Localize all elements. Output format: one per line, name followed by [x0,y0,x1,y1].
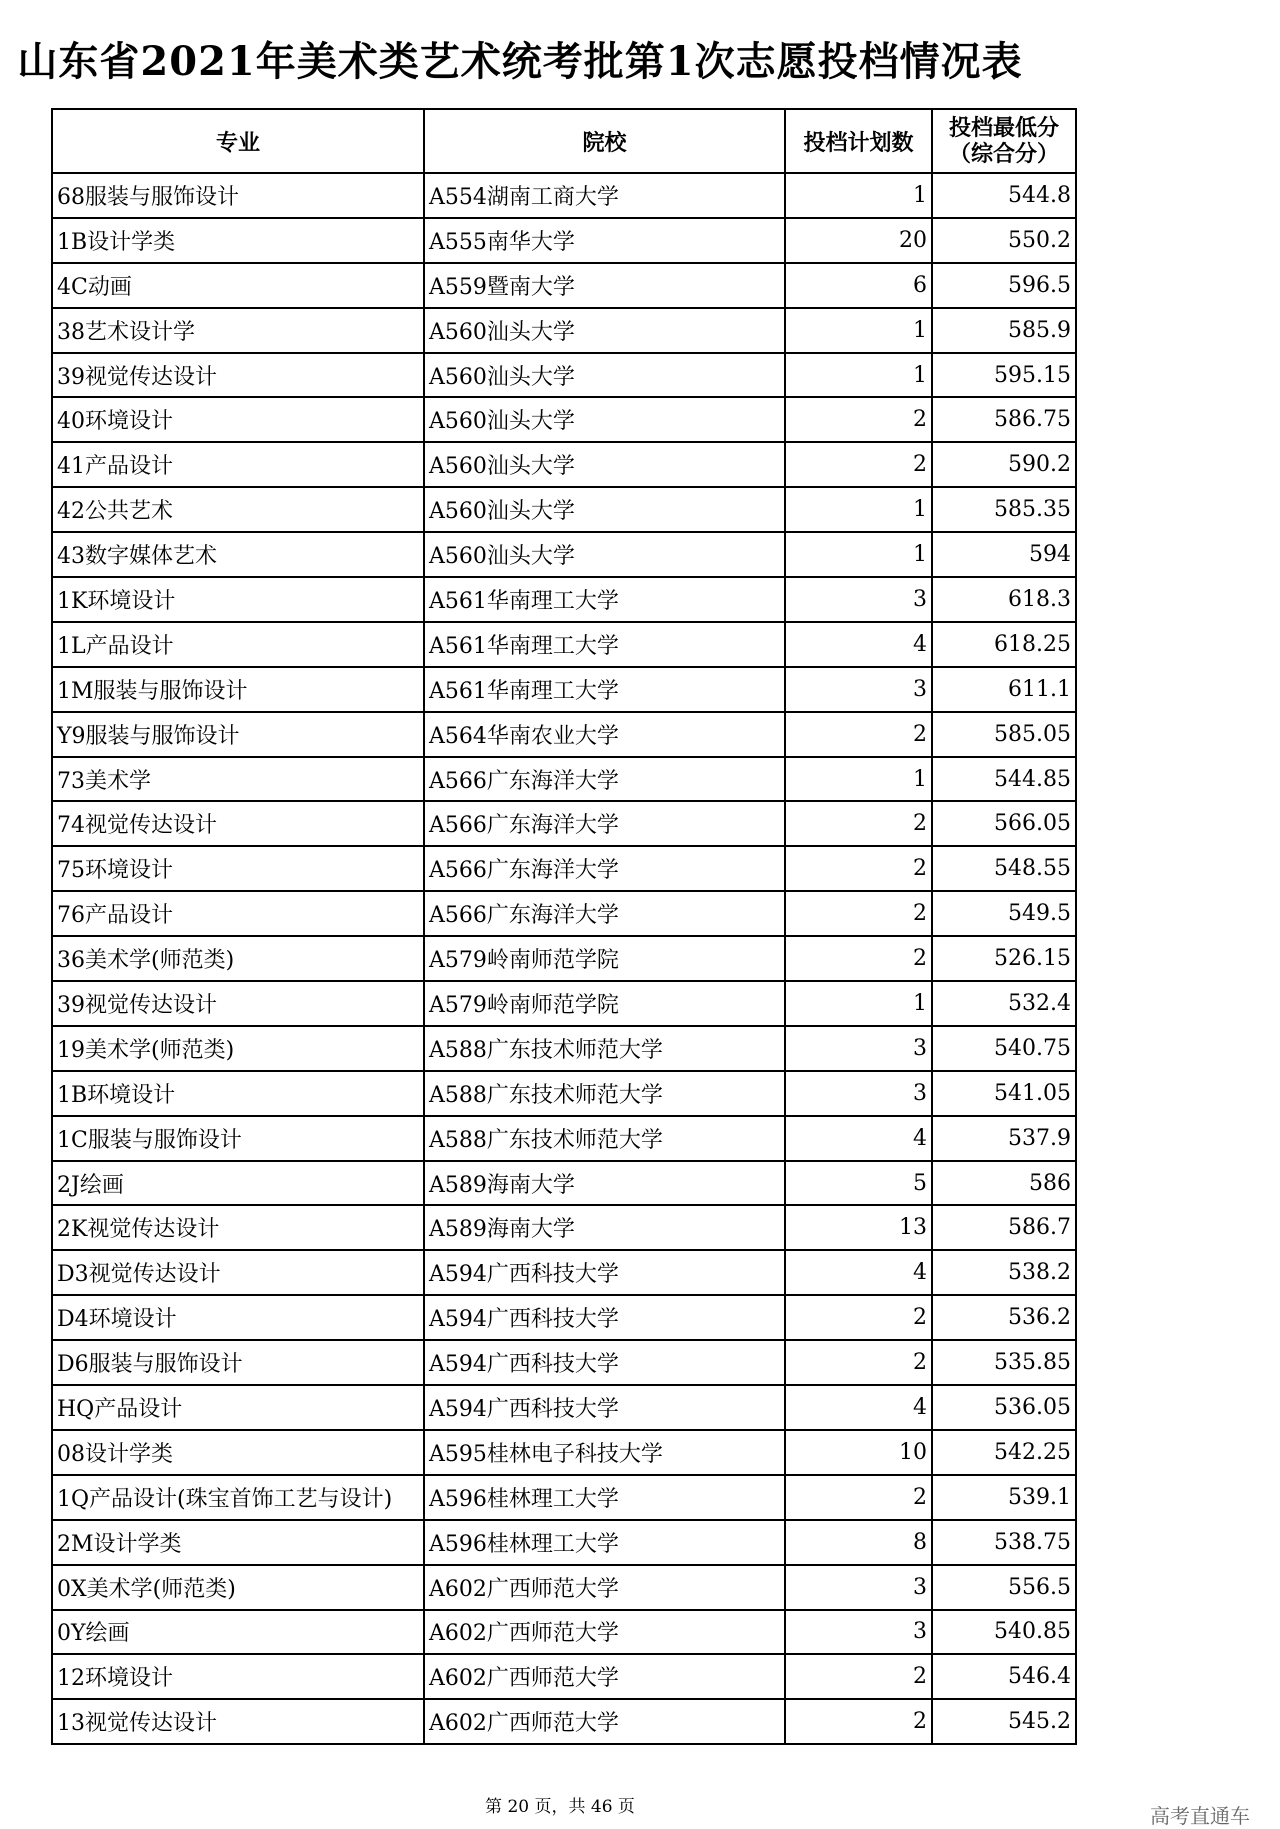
page-title: 山东省2021年美术类艺术统考批第1次志愿投档情况表 [17,38,1023,85]
cell-plan: 2 [785,891,932,936]
cell-major: 1Q产品设计(珠宝首饰工艺与设计) [52,1475,424,1520]
cell-plan: 3 [785,1026,932,1071]
cell-plan: 4 [785,1116,932,1161]
cell-school: A566广东海洋大学 [424,801,785,846]
table-row [52,1161,1076,1206]
cell-major: 1C服装与服饰设计 [52,1116,424,1161]
cell-major: 13视觉传达设计 [52,1699,424,1744]
cell-plan: 1 [785,981,932,1026]
cell-score: 596.5 [932,263,1076,308]
cell-plan: 2 [785,712,932,757]
cell-score: 585.05 [932,712,1076,757]
page-number-footer: 第 20 页，共 46 页 [485,1797,635,1817]
table-row [52,1026,1076,1071]
cell-school: A594广西科技大学 [424,1385,785,1430]
cell-score: 556.5 [932,1565,1076,1610]
cell-score: 544.8 [932,173,1076,218]
cell-major: 75环境设计 [52,846,424,891]
cell-score: 536.2 [932,1295,1076,1340]
cell-plan: 1 [785,532,932,577]
cell-major: 1B环境设计 [52,1071,424,1116]
table-row [52,891,1076,936]
cell-plan: 3 [785,1610,932,1655]
cell-major: 39视觉传达设计 [52,981,424,1026]
cell-major: 2K视觉传达设计 [52,1205,424,1250]
table-row [52,1250,1076,1295]
cell-major: 2J绘画 [52,1161,424,1206]
table-row [52,846,1076,891]
cell-school: A561华南理工大学 [424,667,785,712]
cell-school: A566广东海洋大学 [424,846,785,891]
cell-plan: 4 [785,622,932,667]
cell-school: A566广东海洋大学 [424,891,785,936]
cell-plan: 1 [785,308,932,353]
header-min-score [932,109,1076,173]
cell-school: A560汕头大学 [424,532,785,577]
table-row [52,263,1076,308]
table-row [52,622,1076,667]
cell-major: Y9服装与服饰设计 [52,712,424,757]
cell-score: 586.75 [932,397,1076,442]
table-row [52,936,1076,981]
table-row [52,667,1076,712]
table-row [52,981,1076,1026]
table-row [52,577,1076,622]
cell-score: 532.4 [932,981,1076,1026]
table-row [52,1654,1076,1699]
cell-score: 618.3 [932,577,1076,622]
cell-plan: 3 [785,1565,932,1610]
cell-plan: 6 [785,263,932,308]
cell-school: A596桂林理工大学 [424,1475,785,1520]
cell-score: 548.55 [932,846,1076,891]
cell-school: A594广西科技大学 [424,1250,785,1295]
table-row [52,1565,1076,1610]
table-row [52,801,1076,846]
cell-plan: 2 [785,801,932,846]
cell-plan: 4 [785,1385,932,1430]
cell-plan: 2 [785,846,932,891]
cell-major: 42公共艺术 [52,487,424,532]
table-row [52,397,1076,442]
cell-plan: 2 [785,1654,932,1699]
cell-major: 0Y绘画 [52,1610,424,1655]
table-row [52,1610,1076,1655]
cell-score: 539.1 [932,1475,1076,1520]
cell-school: A602广西师范大学 [424,1654,785,1699]
cell-plan: 1 [785,353,932,398]
cell-score: 546.4 [932,1654,1076,1699]
table-row [52,1385,1076,1430]
cell-major: 73美术学 [52,757,424,802]
cell-major: 68服装与服饰设计 [52,173,424,218]
header-school: 院校 [424,109,785,173]
table-row [52,308,1076,353]
cell-school: A602广西师范大学 [424,1610,785,1655]
cell-score: 566.05 [932,801,1076,846]
cell-plan: 2 [785,442,932,487]
cell-school: A560汕头大学 [424,353,785,398]
cell-score: 545.2 [932,1699,1076,1744]
cell-major: 74视觉传达设计 [52,801,424,846]
cell-major: 08设计学类 [52,1430,424,1475]
cell-score: 538.2 [932,1250,1076,1295]
cell-major: D3视觉传达设计 [52,1250,424,1295]
cell-school: A594广西科技大学 [424,1295,785,1340]
cell-major: 76产品设计 [52,891,424,936]
cell-school: A589海南大学 [424,1161,785,1206]
cell-score: 586.7 [932,1205,1076,1250]
cell-major: 39视觉传达设计 [52,353,424,398]
cell-score: 618.25 [932,622,1076,667]
cell-school: A564华南农业大学 [424,712,785,757]
cell-score: 526.15 [932,936,1076,981]
cell-score: 586 [932,1161,1076,1206]
cell-school: A560汕头大学 [424,308,785,353]
table-row [52,173,1076,218]
table-row [52,712,1076,757]
cell-school: A602广西师范大学 [424,1699,785,1744]
cell-score: 595.15 [932,353,1076,398]
cell-score: 536.05 [932,1385,1076,1430]
cell-plan: 2 [785,1295,932,1340]
cell-plan: 3 [785,667,932,712]
cell-school: A559暨南大学 [424,263,785,308]
cell-school: A596桂林理工大学 [424,1520,785,1565]
cell-major: 4C动画 [52,263,424,308]
cell-score: 585.35 [932,487,1076,532]
cell-school: A589海南大学 [424,1205,785,1250]
cell-plan: 3 [785,1071,932,1116]
header-min-score-line2: （综合分） [948,141,1059,167]
cell-school: A566广东海洋大学 [424,757,785,802]
table-row [52,442,1076,487]
table-row [52,1340,1076,1385]
table-row [52,1205,1076,1250]
table-row [52,1520,1076,1565]
cell-plan: 2 [785,1340,932,1385]
cell-score: 540.75 [932,1026,1076,1071]
header-min-score-line1: 投档最低分 [948,115,1059,141]
cell-score: 594 [932,532,1076,577]
cell-major: 36美术学(师范类) [52,936,424,981]
cell-school: A560汕头大学 [424,397,785,442]
cell-school: A588广东技术师范大学 [424,1116,785,1161]
cell-plan: 2 [785,936,932,981]
table-row [52,757,1076,802]
header-major: 专业 [52,109,424,173]
cell-school: A561华南理工大学 [424,577,785,622]
cell-score: 544.85 [932,757,1076,802]
cell-major: D6服装与服饰设计 [52,1340,424,1385]
cell-school: A595桂林电子科技大学 [424,1430,785,1475]
cell-school: A555南华大学 [424,218,785,263]
cell-score: 590.2 [932,442,1076,487]
cell-major: D4环境设计 [52,1295,424,1340]
header-plan: 投档计划数 [785,109,932,173]
cell-plan: 1 [785,487,932,532]
cell-plan: 5 [785,1161,932,1206]
admission-table [51,108,1077,1745]
cell-score: 541.05 [932,1071,1076,1116]
table-row [52,1295,1076,1340]
cell-major: 1M服装与服饰设计 [52,667,424,712]
cell-major: 2M设计学类 [52,1520,424,1565]
cell-school: A588广东技术师范大学 [424,1026,785,1071]
table-row [52,1475,1076,1520]
cell-plan: 2 [785,1699,932,1744]
cell-plan: 10 [785,1430,932,1475]
cell-plan: 1 [785,173,932,218]
cell-major: 19美术学(师范类) [52,1026,424,1071]
cell-plan: 1 [785,757,932,802]
watermark-text: 高考直通车 [1150,1804,1250,1828]
cell-major: 40环境设计 [52,397,424,442]
table-row [52,218,1076,263]
cell-score: 538.75 [932,1520,1076,1565]
cell-major: 12环境设计 [52,1654,424,1699]
cell-score: 611.1 [932,667,1076,712]
cell-score: 549.5 [932,891,1076,936]
cell-major: 41产品设计 [52,442,424,487]
table-header-row [52,109,1076,173]
cell-score: 550.2 [932,218,1076,263]
cell-plan: 3 [785,577,932,622]
cell-score: 540.85 [932,1610,1076,1655]
cell-school: A560汕头大学 [424,487,785,532]
cell-plan: 8 [785,1520,932,1565]
cell-school: A594广西科技大学 [424,1340,785,1385]
cell-score: 585.9 [932,308,1076,353]
cell-school: A554湖南工商大学 [424,173,785,218]
cell-school: A602广西师范大学 [424,1565,785,1610]
cell-school: A561华南理工大学 [424,622,785,667]
cell-school: A588广东技术师范大学 [424,1071,785,1116]
cell-major: 43数字媒体艺术 [52,532,424,577]
table-row [52,532,1076,577]
cell-major: 0X美术学(师范类) [52,1565,424,1610]
cell-major: 1B设计学类 [52,218,424,263]
cell-school: A560汕头大学 [424,442,785,487]
cell-plan: 2 [785,397,932,442]
cell-score: 535.85 [932,1340,1076,1385]
table-row [52,487,1076,532]
cell-score: 537.9 [932,1116,1076,1161]
cell-plan: 4 [785,1250,932,1295]
table-row [52,1699,1076,1744]
table-row [52,1116,1076,1161]
cell-plan: 20 [785,218,932,263]
cell-plan: 2 [785,1475,932,1520]
cell-score: 542.25 [932,1430,1076,1475]
cell-major: 38艺术设计学 [52,308,424,353]
cell-school: A579岭南师范学院 [424,936,785,981]
cell-major: 1K环境设计 [52,577,424,622]
cell-plan: 13 [785,1205,932,1250]
cell-major: HQ产品设计 [52,1385,424,1430]
cell-school: A579岭南师范学院 [424,981,785,1026]
table-row [52,353,1076,398]
cell-major: 1L产品设计 [52,622,424,667]
table-row [52,1430,1076,1475]
table-row [52,1071,1076,1116]
